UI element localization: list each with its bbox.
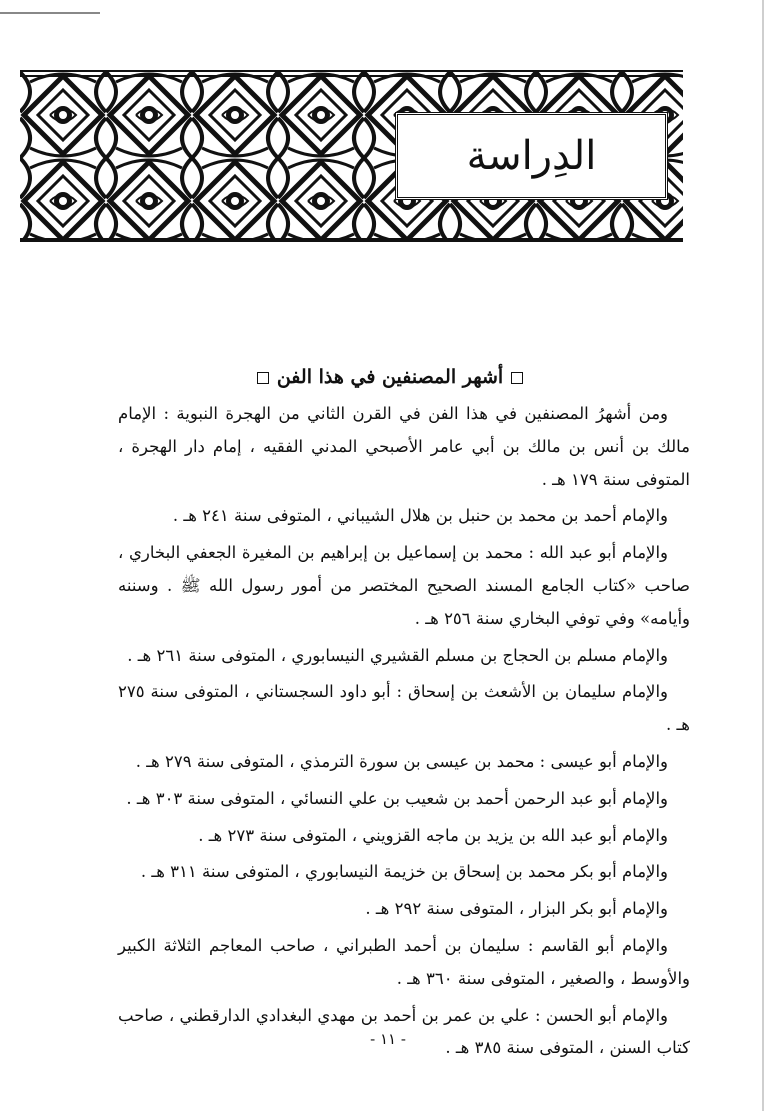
paragraph: ومن أشهرُ المصنفين في هذا الفن في القرن الثاني من الهجرة النبوية : الإمام مالك بن أنس بن مالك بن أبي عامر الأصبحي المدني الفقيه ، إمام دار الهجرة ، المتوفى سنة ١٧٩ هـ . (118, 404, 690, 489)
page-edge-line (762, 0, 764, 1111)
scan-edge-mark (0, 12, 100, 14)
section-heading-text: أشهر المصنفين في هذا الفن (276, 366, 504, 388)
chapter-title-plate (395, 112, 668, 200)
square-bullet-icon (257, 372, 269, 384)
paragraph: والإمام أبو عيسى : محمد بن عيسى بن سورة الترمذي ، المتوفى سنة ٢٧٩ هـ . (135, 751, 668, 771)
paragraph: والإمام أبو بكر البزار ، المتوفى سنة ٢٩٢ هـ . (365, 899, 668, 919)
page-number: - ١١ - (370, 1030, 406, 1048)
paragraph: والإمام أبو الحسن : علي بن عمر بن أحمد بن مهدي البغدادي الدارقطني ، صاحب كتاب السنن ، المتوفى سنة ٣٨٥ هـ . (118, 1005, 690, 1058)
paragraph: والإمام مسلم بن الحجاج بن مسلم القشيري النيسابوري ، المتوفى سنة ٢٦١ هـ . (127, 645, 668, 665)
square-bullet-icon (511, 372, 523, 384)
section-heading (140, 366, 640, 388)
chapter-title: الدِراسة (466, 133, 597, 179)
paragraph: والإمام أبو بكر محمد بن إسحاق بن خزيمة النيسابوري ، المتوفى سنة ٣١١ هـ . (140, 862, 668, 882)
paragraph: والإمام أبو عبد الله : محمد بن إسماعيل بن إبراهيم بن المغيرة الجعفي البخاري ، صاحب «كتاب الجامع المسند الصحيح المختصر من أمور رسول الله ﷺ . وسننه وأيامه» وفي توفي البخاري سنة ٢٥٦ هـ . (118, 543, 690, 628)
paragraph: والإمام سليمان بن الأشعث بن إسحاق : أبو داود السجستاني ، المتوفى سنة ٢٧٥ هـ . (118, 682, 690, 735)
chapter-banner (20, 70, 683, 242)
paragraph: والإمام أبو عبد الرحمن أحمد بن شعيب بن علي النسائي ، المتوفى سنة ٣٠٣ هـ . (126, 788, 668, 808)
paragraph: والإمام أبو عبد الله بن يزيد بن ماجه القزويني ، المتوفى سنة ٢٧٣ هـ . (198, 825, 668, 845)
paragraph: والإمام أبو القاسم : سليمان بن أحمد الطبراني ، صاحب المعاجم الثلاثة الكبير والأوسط ، والصغير ، المتوفى سنة ٣٦٠ هـ . (118, 935, 690, 988)
body-text (118, 398, 690, 1069)
paragraph: والإمام أحمد بن محمد بن حنبل بن هلال الشيباني ، المتوفى سنة ٢٤١ هـ . (172, 506, 668, 526)
